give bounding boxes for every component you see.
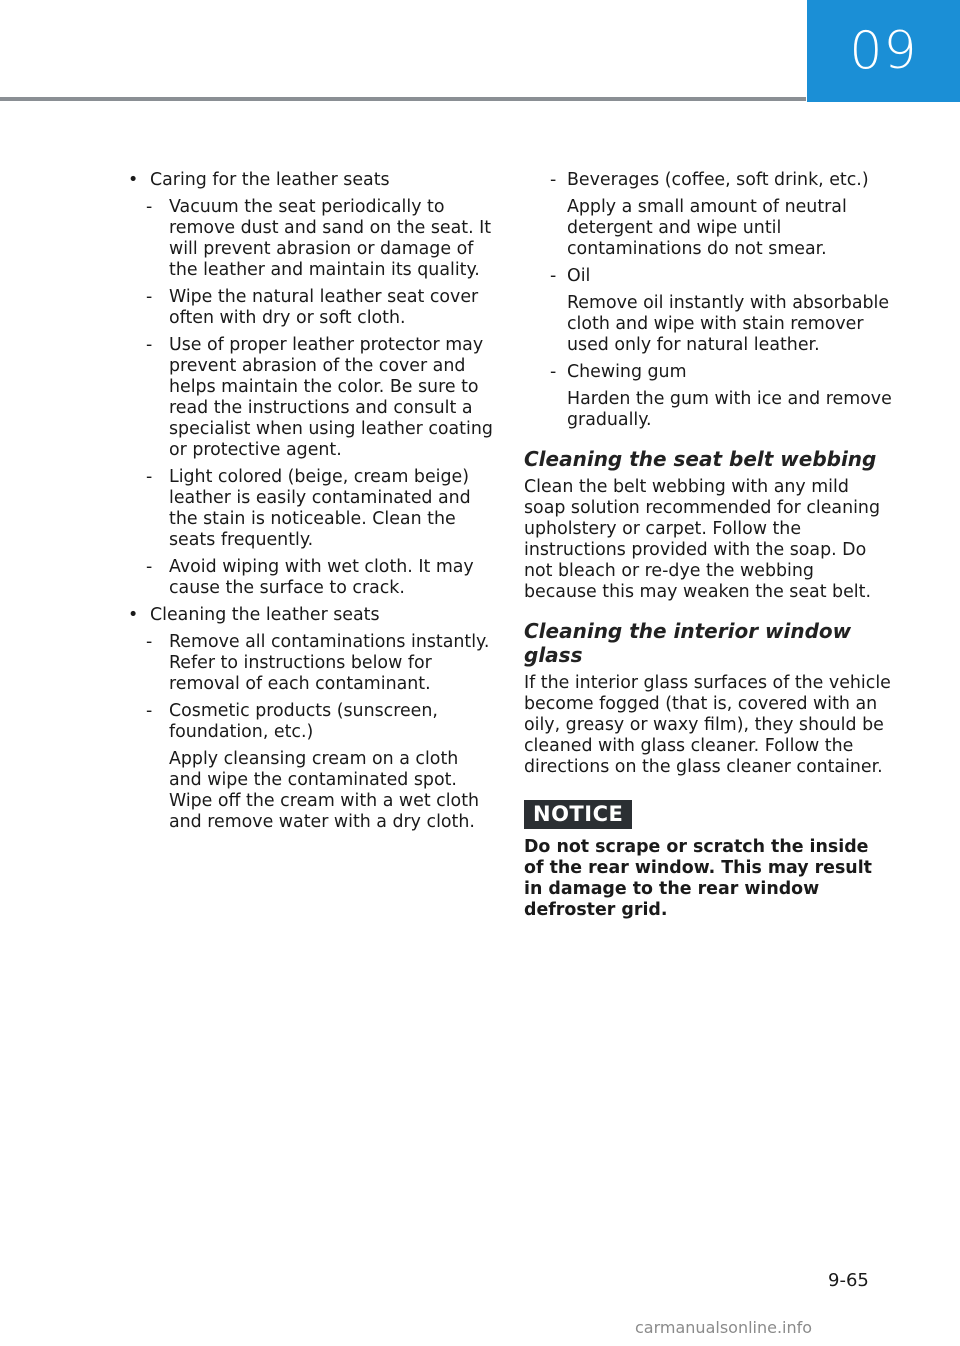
seat-belt-paragraph: Clean the belt webbing with any mild soap solution recommended for cleaning upholstery or carpet. Follow the instructions provided with the soap. Do not bleach or re-dye the webbing because this may weaken the seat belt. — [524, 477, 880, 602]
watermark-text: carmanualsonline.info — [635, 1318, 813, 1337]
list-item: - Vacuum the seat periodically to remove dust and sand on the seat. It will prevent abrasion or damage of the leather and maintain its quality. — [146, 197, 492, 280]
header-rule — [0, 97, 806, 101]
list-item: - Avoid wiping with wet cloth. It may cause the surface to crack. — [146, 557, 474, 598]
list-item-text: Wipe the natural leather seat cover often with dry or soft cloth. — [169, 287, 479, 328]
list-item-text: Chewing gum — [567, 362, 687, 382]
list-item-detail: Remove oil instantly with absorbable cloth and wipe with stain remover used only for natural leather. — [567, 293, 890, 355]
list-item: - Oil — [550, 266, 591, 286]
list-item: - Chewing gum — [550, 362, 687, 382]
list-item-text: Use of proper leather protector may prevent abrasion of the cover and helps maintain the color. Be sure to read the instructions and consult a specialist when using leather coating or protective agent. — [169, 335, 493, 460]
list-item-text: Oil — [567, 266, 591, 286]
left-column — [128, 170, 494, 839]
list-item-text: Cosmetic products (sunscreen, foundation, etc.) — [169, 701, 438, 742]
list-item-detail: Apply a small amount of neutral detergent and wipe until contaminations do not smear. — [567, 197, 847, 259]
window-glass-paragraph: If the interior glass surfaces of the vehicle become fogged (that is, covered with an oily, greasy or waxy film), they should be cleaned with glass cleaner. Follow the directions on the glass cleaner container. — [524, 673, 891, 777]
list-item: - Remove all contaminations instantly. Refer to instructions below for removal of each contaminant. — [146, 632, 490, 694]
bullet-caring-title: • Caring for the leather seats — [128, 170, 494, 191]
list-item-detail: Apply cleansing cream on a cloth and wipe the contaminated spot. Wipe off the cream with a wet cloth and remove water with a dry cloth. — [169, 749, 480, 832]
section-heading-window-glass: Cleaning the interior window glass — [524, 619, 852, 667]
bullet-cleaning-title: • Cleaning the leather seats — [128, 605, 494, 626]
page-number: 9-65 — [828, 1270, 869, 1291]
chapter-tab: 09 — [807, 0, 960, 102]
section-heading-seat-belt: Cleaning the seat belt webbing — [524, 447, 877, 471]
list-item-text: Beverages (coffee, soft drink, etc.) — [567, 170, 869, 190]
list-item-text: Remove all contaminations instantly. Refer to instructions below for removal of each contaminant. — [169, 632, 490, 694]
list-item: - Use of proper leather protector may prevent abrasion of the cover and helps maintain the color. Be sure to read the instructions and consult a specialist when using leather coating or protective agent. — [146, 335, 493, 460]
list-item-text: Avoid wiping with wet cloth. It may cause the surface to crack. — [169, 557, 474, 598]
list-item-text: Light colored (beige, cream beige) leather is easily contaminated and the stain is noticeable. Clean the seats frequently. — [169, 467, 471, 550]
list-item-text: Vacuum the seat periodically to remove dust and sand on the seat. It will prevent abrasion or damage of the leather and maintain its quality. — [169, 197, 492, 280]
list-item-detail: Harden the gum with ice and remove gradually. — [567, 389, 892, 430]
right-column — [524, 170, 892, 921]
notice-label: NOTICE — [524, 800, 632, 829]
list-item: - Cosmetic products (sunscreen, foundation, etc.) — [146, 701, 438, 742]
notice-text: Do not scrape or scratch the inside of the rear window. This may result in damage to the rear window defroster grid. — [524, 837, 872, 920]
list-item: - Beverages (coffee, soft drink, etc.) — [550, 170, 869, 190]
list-item: - Light colored (beige, cream beige) leather is easily contaminated and the stain is noticeable. Clean the seats frequently. — [146, 467, 471, 550]
list-item: - Wipe the natural leather seat cover often with dry or soft cloth. — [146, 287, 479, 328]
